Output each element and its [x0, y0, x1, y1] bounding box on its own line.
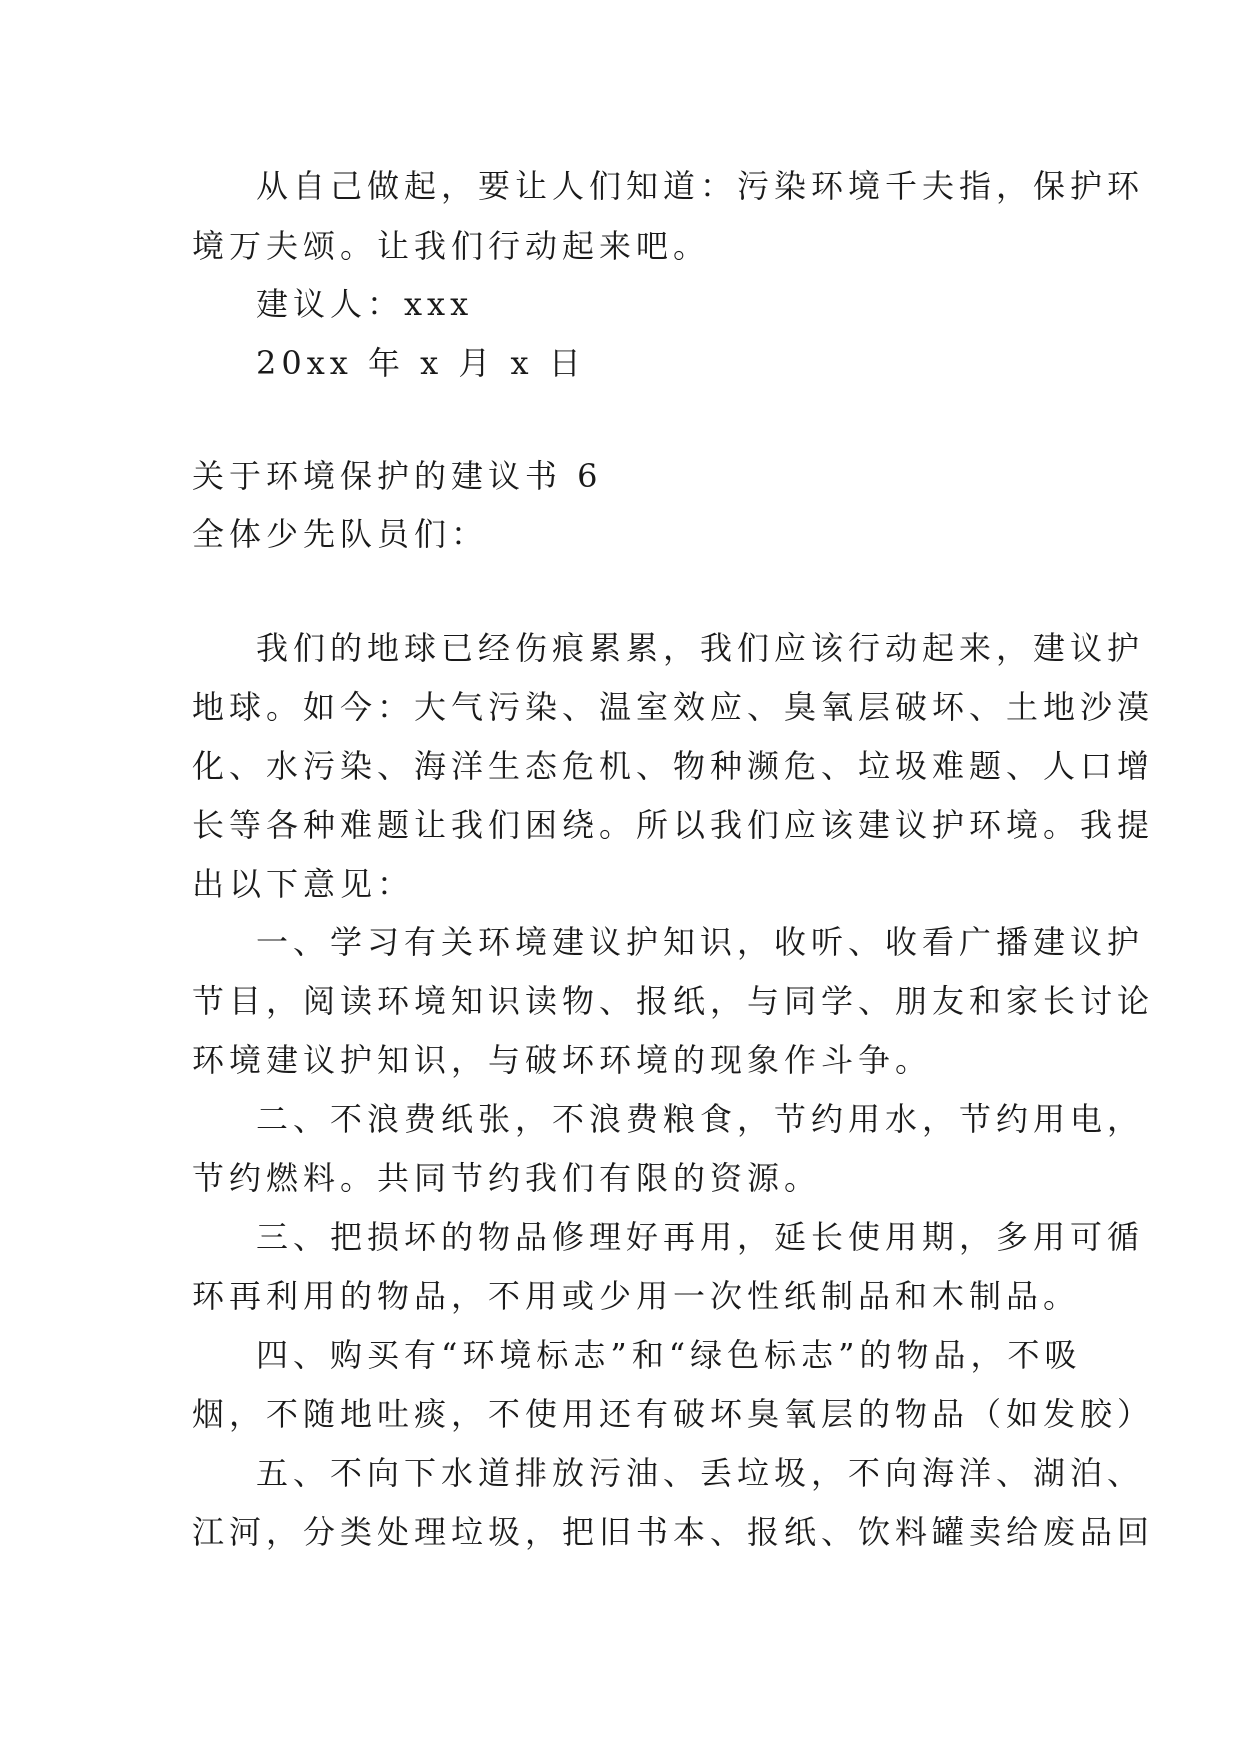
paragraph-line: 出以下意见：	[192, 865, 415, 903]
list-item-line: 三、把损坏的物品修理好再用，延长使用期，多用可循	[256, 1218, 1145, 1256]
list-item-line: 四、购买有“环境标志”和“绿色标志”的物品，不吸	[256, 1336, 1082, 1374]
paragraph-line: 我们的地球已经伤痕累累，我们应该行动起来，建议护	[256, 629, 1145, 667]
signature-line: 建议人：xxx	[256, 285, 474, 323]
list-item-line: 节目，阅读环境知识读物、报纸，与同学、朋友和家长讨论	[192, 982, 1155, 1020]
paragraph-line: 境万夫颂。让我们行动起来吧。	[192, 227, 711, 265]
list-item-line: 二、不浪费纸张，不浪费粮食，节约用水，节约用电，	[256, 1100, 1145, 1138]
section-title: 关于环境保护的建议书 6	[192, 457, 603, 495]
list-item-line: 烟，不随地吐痰，不使用还有破坏臭氧层的物品（如发胶）	[192, 1395, 1155, 1433]
paragraph-line: 地球。如今：大气污染、温室效应、臭氧层破坏、土地沙漠	[192, 688, 1155, 726]
paragraph-line: 长等各种难题让我们困绕。所以我们应该建议护环境。我提	[192, 806, 1155, 844]
list-item-line: 环再利用的物品，不用或少用一次性纸制品和木制品。	[192, 1277, 1081, 1315]
list-item-line: 节约燃料。共同节约我们有限的资源。	[192, 1159, 822, 1197]
salutation: 全体少先队员们：	[192, 515, 489, 553]
date-line: 20xx 年 x 月 x 日	[256, 344, 586, 382]
list-item-line: 五、不向下水道排放污油、丢垃圾，不向海洋、湖泊、	[256, 1454, 1145, 1492]
paragraph-line: 从自己做起，要让人们知道：污染环境千夫指，保护环	[256, 167, 1145, 205]
list-item-line: 一、学习有关环境建议护知识，收听、收看广播建议护	[256, 923, 1145, 961]
list-item-line: 环境建议护知识，与破坏环境的现象作斗争。	[192, 1041, 933, 1079]
list-item-line: 江河，分类处理垃圾，把旧书本、报纸、饮料罐卖给废品回	[192, 1513, 1155, 1551]
paragraph-line: 化、水污染、海洋生态危机、物种濒危、垃圾难题、人口增	[192, 747, 1155, 785]
